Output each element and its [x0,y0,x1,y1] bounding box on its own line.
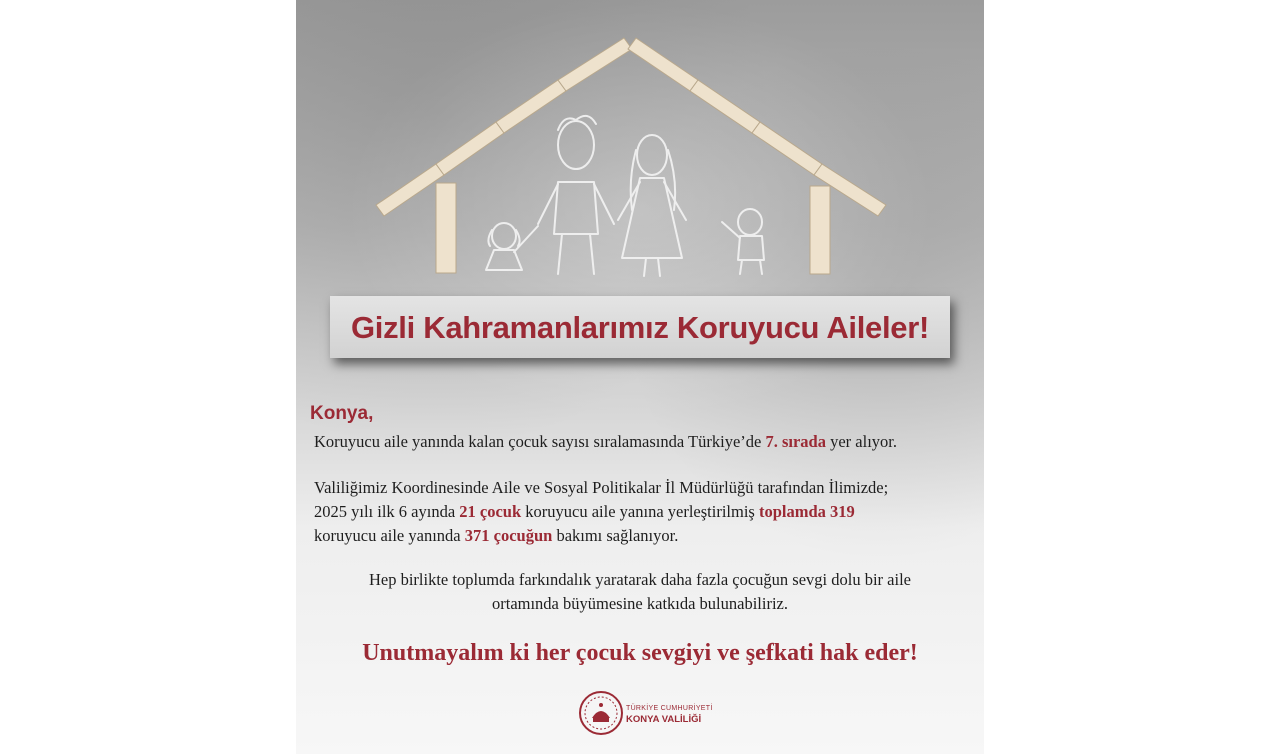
logo-text-governorship: KONYA VALİLİĞİ [626,714,702,725]
paragraph-awareness [296,568,984,616]
statistics-line-1: Valiliğimiz Koordinesinde Aile ve Sosyal Politikalar İl Müdürlüğü tarafından İlimizde; [314,478,889,497]
seal-icon [578,690,624,736]
statistics-text: koruyucu aile yanına yerleştirilmiş [521,502,759,521]
awareness-line-1: Hep birlikte toplumda farkındalık yaratarak daha fazla çocuğun sevgi dolu bir aile [368,570,911,589]
title-banner [330,296,950,358]
governorship-logo [578,690,738,736]
roof-blocks [376,38,886,274]
total-children-highlight: 371 çocuğun [464,526,553,545]
page-title: Gizli Kahramanlarımız Koruyucu Aileler! [350,310,930,345]
house-family-illustration [296,0,984,300]
city-heading: Konya, [310,403,374,424]
statistics-line-3 [314,524,974,548]
logo-text-republic: TÜRKİYE CUMHURİYETİ [626,705,713,712]
ranking-text-end: yer alıyor. [825,432,898,451]
statistics-text: 2025 yılı ilk 6 ayında [314,502,460,521]
paragraph-ranking [314,430,974,454]
ranking-text: Koruyucu aile yanında kalan çocuk sayısı sıralamasında Türkiye’de [314,432,766,451]
poster [296,0,984,754]
total-families-highlight: toplamda 319 [758,502,855,521]
chalk-family [486,116,764,276]
statistics-line-2 [314,500,974,524]
closing-slogan: Unutmayalım ki her çocuk sevgiyi ve şefkati hak eder! [362,640,918,666]
statistics-text: bakımı sağlanıyor. [552,526,679,545]
ranking-highlight: 7. sırada [765,432,826,451]
paragraph-statistics [314,476,974,548]
statistics-text: koruyucu aile yanında [314,526,465,545]
awareness-line-2: ortamında büyümesine katkıda bulunabiliriz. [491,594,788,613]
children-count-highlight: 21 çocuk [459,502,522,521]
